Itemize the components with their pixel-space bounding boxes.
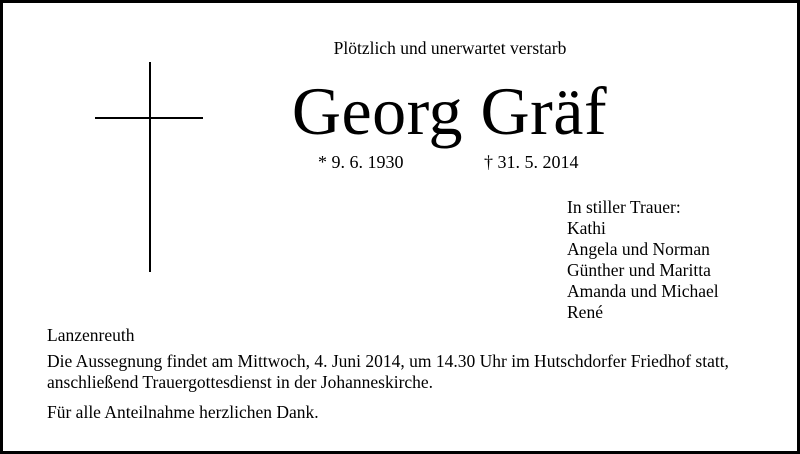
mourner-name: René [567, 302, 603, 322]
death-date: † 31. 5. 2014 [484, 152, 579, 172]
thanks-text: Für alle Anteilnahme herzlichen Dank. [47, 402, 319, 422]
service-line: Die Aussegnung findet am Mittwoch, 4. Juni 2014, um 14.30 Uhr im Hutschdorfer Friedhof statt, [47, 351, 729, 371]
deceased-name: Georg Gräf [291, 73, 608, 149]
mourner-name: Günther und Maritta [567, 260, 711, 280]
mourner-name: Angela und Norman [567, 239, 710, 259]
birth-date: * 9. 6. 1930 [318, 152, 404, 172]
mourner-name: Amanda und Michael [567, 281, 719, 301]
service-line: anschließend Trauergottesdienst in der Johanneskirche. [47, 372, 434, 392]
intro-text: Plötzlich und unerwartet verstarb [333, 38, 567, 58]
cross-vertical-bar [149, 62, 151, 272]
service-details [47, 351, 767, 393]
mourners-block [567, 197, 719, 323]
place-name: Lanzenreuth [47, 325, 135, 345]
mourners-heading: In stiller Trauer: [567, 197, 681, 217]
cross-horizontal-bar [95, 117, 203, 119]
mourner-name: Kathi [567, 218, 606, 238]
